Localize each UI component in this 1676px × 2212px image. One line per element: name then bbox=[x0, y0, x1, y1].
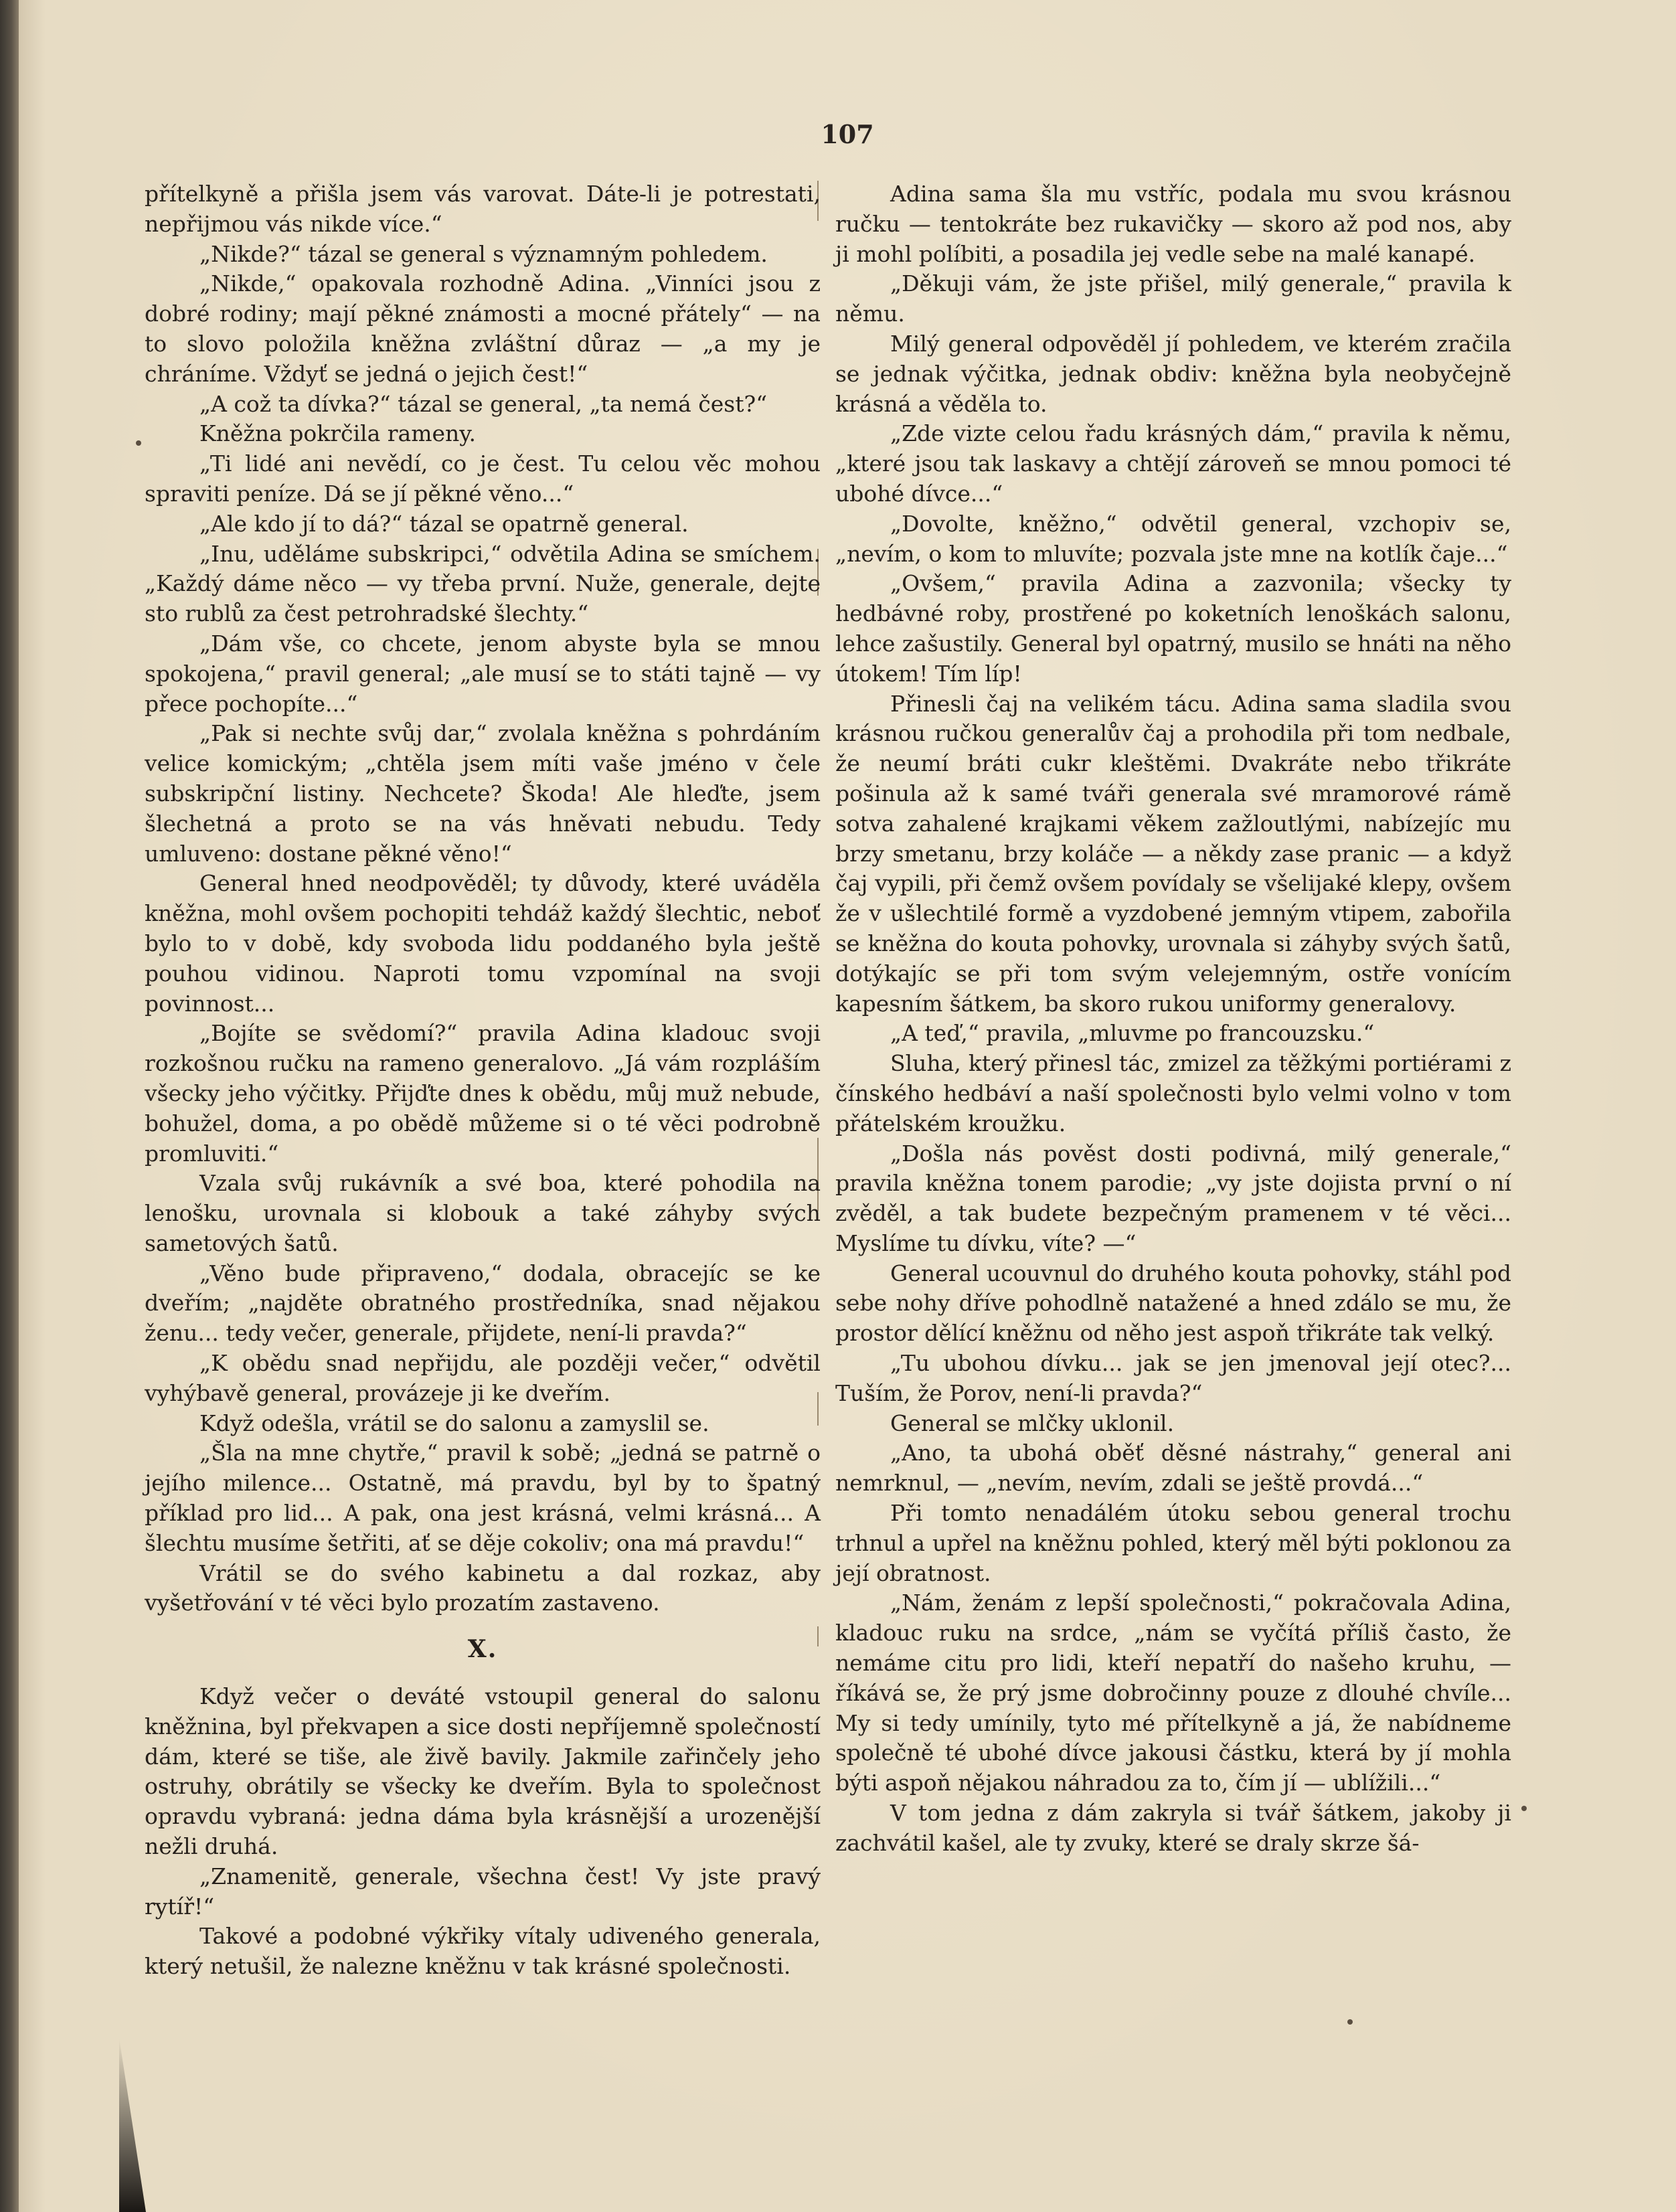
paragraph: „Nám, ženám z lepší společnosti,“ pokračovala Adina, kladouc ruku na srdce, „nám se vyčítá příliš často, že nemáme citu pro lidi, kteří nepatří do našeho kruhu, — říkává se, že prý jsme dobročinny pouze z dlouhé chvíle... My si tedy umínily, tyto mé přítelkyně a já, že nabídneme společně té ubohé dívce jakousi částku, která by jí mohla býti aspoň nějakou náhradou za to, čím jí — ublížili...“ bbox=[835, 1590, 1511, 1796]
page-fold-shadow bbox=[119, 2038, 146, 2212]
paragraph: Takové a podobné výkřiky vítaly udiveného generala, který netušil, že nalezne kněžnu v tak krásné společnosti. bbox=[145, 1923, 821, 1980]
paragraph: Kněžna pokrčila rameny. bbox=[199, 420, 477, 447]
paragraph: přítelkyně a přišla jsem vás varovat. Dáte-li je potrestati, nepřijmou vás nikde více.“ bbox=[145, 181, 821, 237]
paragraph: „Ale kdo jí to dá?“ tázal se opatrně general. bbox=[199, 510, 689, 537]
paragraph: V tom jedna z dám zakryla si tvář šátkem, jakoby ji zachvátil kašel, ale ty zvuky, které se draly skrze šá- bbox=[835, 1800, 1511, 1856]
paragraph: General ucouvnul do druhého kouta pohovky, stáhl pod sebe nohy dříve pohodlně natažené a hned zdálo se mu, že prostor dělící kněžnu od něho jest aspoň třikráte tak velký. bbox=[835, 1260, 1511, 1347]
paragraph: „Ovšem,“ pravila Adina a zazvonila; všecky ty hedbávné roby, prostřené po koketních lenoškách salonu, lehce zašustily. General byl opatrný, musilo se hnáti na něho útokem! Tím líp! bbox=[835, 570, 1511, 687]
paragraph: General hned neodpověděl; ty důvody, které uváděla kněžna, mohl ovšem pochopiti tehdáž každý šlechtic, neboť bylo to v době, kdy svoboda lidu poddaného byla ještě pouhou vidinou. Naproti tomu vzpomínal na svoji povinnost... bbox=[145, 870, 821, 1017]
paragraph: „Tu ubohou dívku... jak se jen jmenoval její otec?... Tuším, že Porov, není-li pravda?“ bbox=[835, 1350, 1511, 1406]
paragraph: Když večer o deváté vstoupil general do salonu kněžnina, byl překvapen a sice dosti nepříjemně společností dám, které se tiše, ale živě bavily. Jakmile zařinčely jeho ostruhy, obrátily se všecky ke dveřím. Byla to společnost opravdu vybraná: jedna dáma byla krásnější a urozenější nežli druhá. bbox=[145, 1683, 821, 1860]
ink-speck bbox=[1521, 1806, 1527, 1811]
paragraph: „Došla nás pověst dosti podivná, milý generale,“ pravila kněžna tonem parodie; „vy jste dojista první o ní zvěděl, a tak budete bezpečným pramenem v té věci... Myslíme tu dívku, víte? —“ bbox=[835, 1140, 1511, 1256]
text-column-right bbox=[835, 179, 1511, 1859]
paragraph: „Nikde?“ tázal se general s významným pohledem. bbox=[199, 240, 768, 267]
section-heading: X. bbox=[467, 1635, 498, 1664]
book-page bbox=[19, 0, 1676, 2212]
ink-speck bbox=[136, 440, 141, 446]
paragraph: „Ti lidé ani nevědí, co je čest. Tu celou věc mohou spraviti peníze. Dá se jí pěkné věno...“ bbox=[145, 450, 821, 507]
paragraph: Milý general odpověděl jí pohledem, ve kterém zračila se jednak výčitka, jednak obdiv: kněžna byla neobyčejně krásná a věděla to. bbox=[835, 330, 1511, 417]
text-column-left bbox=[145, 179, 821, 1982]
paragraph: „Děkuji vám, že jste přišel, milý generale,“ pravila k němu. bbox=[835, 270, 1511, 327]
paragraph: „A což ta dívka?“ tázal se general, „ta nemá čest?“ bbox=[199, 390, 768, 417]
book-binding-edge bbox=[0, 0, 19, 2212]
paragraph: Když odešla, vrátil se do salonu a zamyslil se. bbox=[199, 1410, 709, 1436]
paragraph: „Znamenitě, generale, všechna čest! Vy jste pravý rytíř!“ bbox=[145, 1863, 821, 1920]
paragraph: „Šla na mne chytře,“ pravil k sobě; „jedná se patrně o jejího milence... Ostatně, má pravdu, byl by to špatný příklad pro lid... A pak, ona jest krásná, velmi krásná... A šlechtu musíme šetřiti, ať se děje cokoliv; ona má pravdu!“ bbox=[145, 1440, 821, 1556]
paragraph: „Dovolte, kněžno,“ odvětil general, vzchopiv se, „nevím, o kom to mluvíte; pozvala jste mne na kotlík čaje...“ bbox=[835, 510, 1511, 567]
paragraph: „Inu, uděláme subskripci,“ odvětila Adina se smíchem. „Každý dáme něco — vy třeba první. Nuže, generale, dejte sto rublů za čest petrohradské šlechty.“ bbox=[145, 540, 821, 627]
paragraph: „Dám vše, co chcete, jenom abyste byla se mnou spokojena,“ pravil general; „ale musí se to státi tajně — vy přece pochopíte...“ bbox=[145, 630, 821, 717]
paragraph: „Nikde,“ opakovala rozhodně Adina. „Vinníci jsou z dobré rodiny; mají pěkné známosti a mocné přátely“ — na to slovo položila kněžna zvláštní důraz — „a my je chráníme. Vždyť se jedná o jejich čest!“ bbox=[145, 270, 821, 387]
ink-speck bbox=[1347, 2019, 1353, 2025]
paragraph: „Ano, ta ubohá oběť děsné nástrahy,“ general ani nemrknul, — „nevím, nevím, zdali se ještě provdá...“ bbox=[835, 1440, 1511, 1497]
paragraph: Přinesli čaj na velikém tácu. Adina sama sladila svou krásnou ručkou generalův čaj a prohodila při tom nedbale, že neumí bráti cukr kleštěmi. Dvakráte nebo třikráte pošinula až k samé tváři generala své mramorové rámě sotva zahalené krajkami věkem zažloutlými, nabízejíc mu brzy smetanu, brzy koláče — a někdy zase pranic — a když čaj vypili, při čemž ovšem povídaly se všelijaké klepy, ovšem že v ušlechtilé formě a vyzdobené jemným vtipem, zabořila se kněžna do kouta pohovky, urovnala si záhyby svých šatů, dotýkajíc se při tom svým velejemným, ostře vonícím kapesním šátkem, ba skoro rukou uniformy generalovy. bbox=[835, 690, 1511, 1017]
paragraph: Adina sama šla mu vstříc, podala mu svou krásnou ručku — tentokráte bez rukavičky — skoro až pod nos, aby ji mohl políbiti, a posadila jej vedle sebe na malé kanapé. bbox=[835, 181, 1511, 267]
paragraph: General se mlčky uklonil. bbox=[890, 1410, 1175, 1436]
paragraph: Při tomto nenadálém útoku sebou general trochu trhnul a upřel na kněžnu pohled, který měl býti poklonou za její obratnost. bbox=[835, 1500, 1511, 1586]
paragraph: „Věno bude připraveno,“ dodala, obracejíc se ke dveřím; „najděte obratného prostředníka, snad nějakou ženu... tedy večer, generale, přijdete, není-li pravda?“ bbox=[145, 1260, 821, 1347]
paragraph: „Zde vizte celou řadu krásných dám,“ pravila k němu, „které jsou tak laskavy a chtějí zároveň se mnou pomoci té ubohé dívce...“ bbox=[835, 420, 1511, 507]
paragraph: „Bojíte se svědomí?“ pravila Adina kladouc svoji rozkošnou ručku na rameno generalovo. „Já vám rozpláším všecky jeho výčitky. Přijďte dnes k obědu, můj muž nebude, bohužel, doma, a po obědě můžeme si o té věci podrobně promluviti.“ bbox=[145, 1020, 821, 1167]
paragraph: „A teď,“ pravila, „mluvme po francouzsku.“ bbox=[890, 1020, 1375, 1047]
paragraph: „K obědu snad nepřijdu, ale později večer,“ odvětil vyhýbavě general, provázeje ji ke dveřím. bbox=[145, 1350, 821, 1406]
page-number: 107 bbox=[821, 119, 874, 149]
paragraph: „Pak si nechte svůj dar,“ zvolala kněžna s pohrdáním velice komickým; „chtěla jsem míti vaše jméno v čele subskripční listiny. Nechcete? Škoda! Ale hleďte, jsem šlechetná a proto se na vás hněvati nebudu. Tedy umluveno: dostane pěkné věno!“ bbox=[145, 720, 821, 867]
paragraph: Vrátil se do svého kabinetu a dal rozkaz, aby vyšetřování v té věci bylo prozatím zastaveno. bbox=[145, 1559, 821, 1616]
paragraph: Vzala svůj rukávník a své boa, které pohodila na lenošku, urovnala si klobouk a také záhyby svých sametových šatů. bbox=[145, 1170, 821, 1256]
paragraph: Sluha, který přinesl tác, zmizel za těžkými portiérami z čínského hedbáví a naší společnosti bylo velmi volno v tom přátelském kroužku. bbox=[835, 1050, 1511, 1136]
